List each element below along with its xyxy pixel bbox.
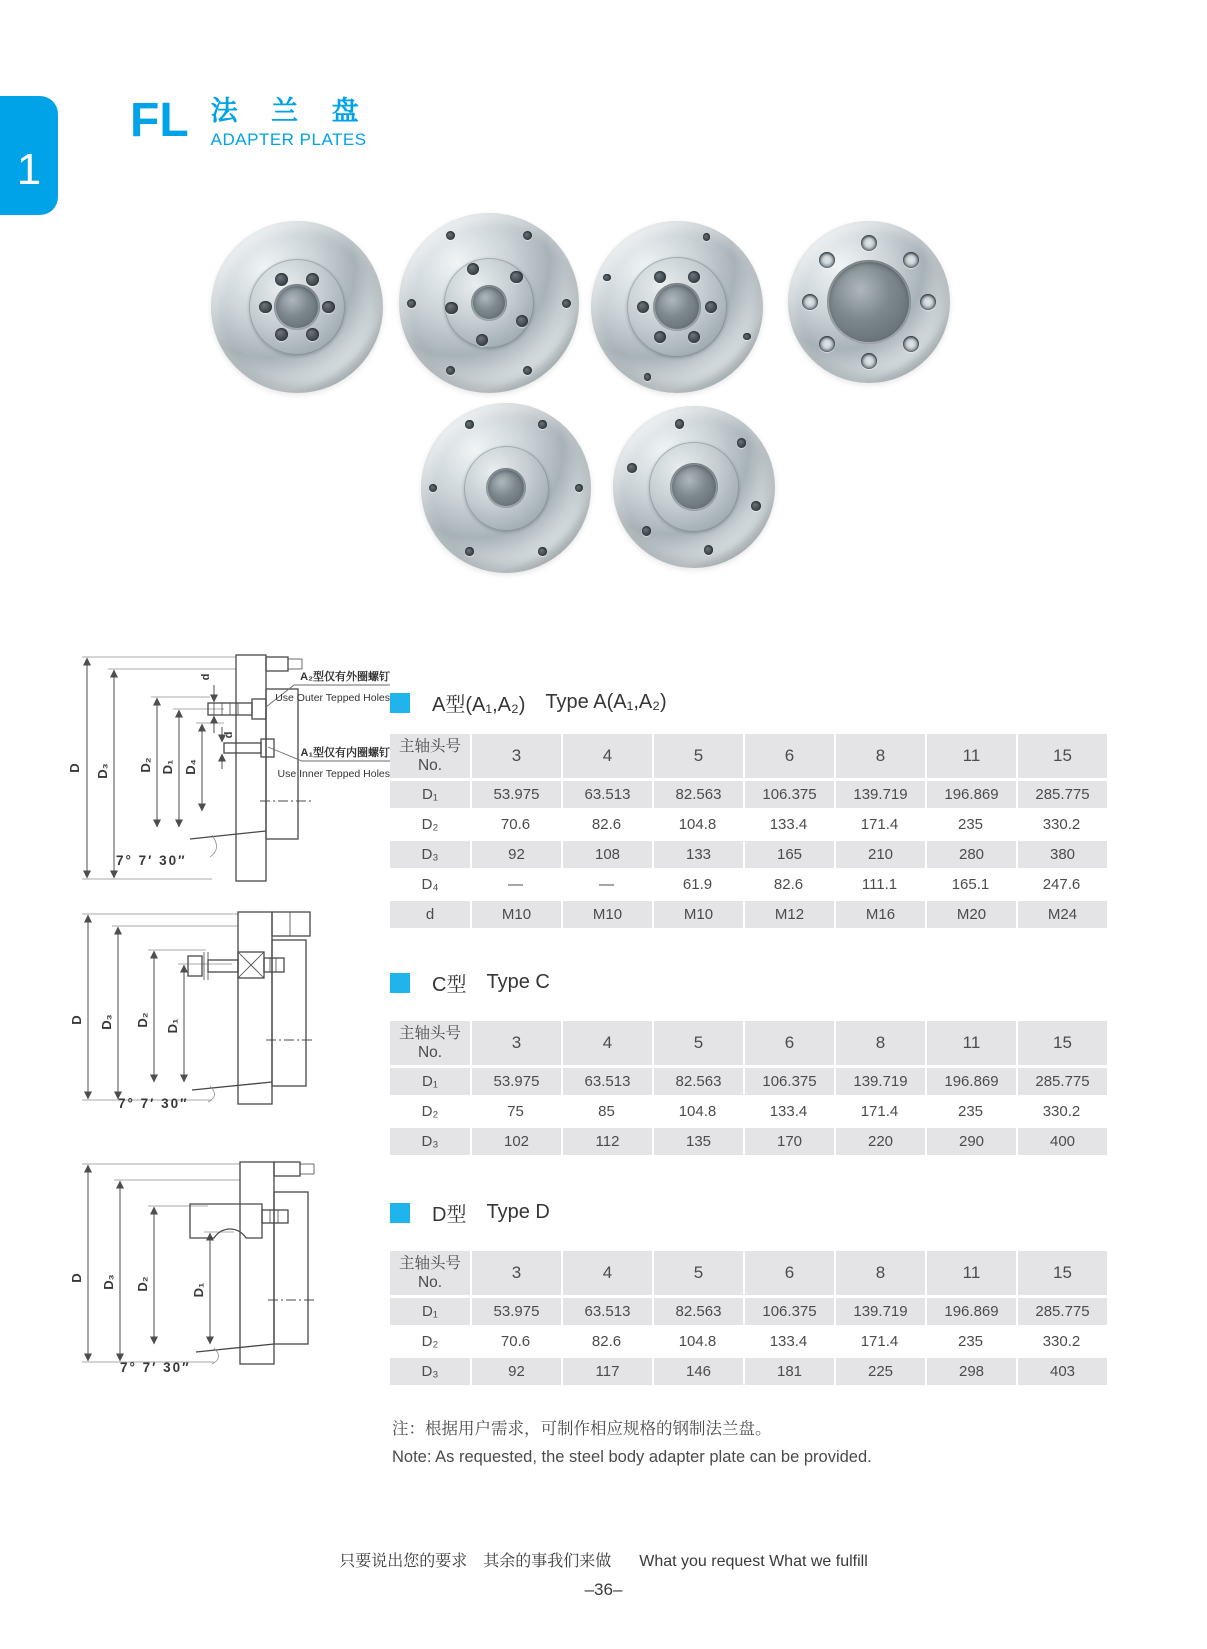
callout-outer-en: Use Outer Tepped Holes	[275, 692, 390, 704]
section-title-type-a	[390, 688, 667, 717]
table-cell: 196.869	[925, 781, 1016, 808]
column-header: 6	[743, 1251, 834, 1295]
table-cell: M10	[652, 901, 743, 928]
column-header: 6	[743, 1021, 834, 1065]
bolt-hole	[861, 235, 877, 251]
table-cell: 75	[470, 1098, 561, 1125]
section-bullet	[390, 693, 410, 713]
table-cell: 106.375	[743, 1298, 834, 1325]
column-header: 3	[470, 734, 561, 778]
callout-outer-zh: A₂型仅有外圈螺钉	[300, 671, 390, 683]
table-cell: 171.4	[834, 811, 925, 838]
table-cell: 82.6	[561, 811, 652, 838]
type-d-cross-section-drawing	[62, 1150, 392, 1378]
table-cell: 85	[561, 1098, 652, 1125]
bolt-hole	[603, 274, 611, 282]
bolt-hole	[275, 273, 288, 286]
table-row	[390, 1128, 1107, 1155]
table-row	[390, 841, 1107, 868]
column-header: 15	[1016, 1251, 1107, 1295]
bolt-hole	[743, 333, 751, 341]
table-cell: —	[470, 871, 561, 898]
section-title-type-c	[390, 968, 550, 997]
table-row	[390, 781, 1107, 808]
type-c-table	[390, 1018, 1107, 1158]
table-cell: 400	[1016, 1128, 1107, 1155]
footer-tagline-en: What you request What we fulfill	[639, 1553, 868, 1570]
spec-table	[390, 1018, 1107, 1158]
column-header: 8	[834, 1251, 925, 1295]
taper-angle-label: 7° 7′ 30″	[120, 1360, 191, 1375]
dim-label-D2: D₂	[135, 1276, 150, 1292]
row-label: D₄	[390, 871, 470, 898]
table-cell: 63.513	[561, 1298, 652, 1325]
spec-table	[390, 1248, 1107, 1388]
table-row	[390, 1098, 1107, 1125]
adapter-plate-photo-6	[613, 406, 775, 568]
bolt-hole	[538, 420, 547, 429]
dim-label-d-inner: d	[223, 731, 235, 739]
page-header	[130, 94, 372, 150]
type-a-table	[390, 731, 1107, 931]
table-cell: 63.513	[561, 781, 652, 808]
dim-label-D3: D₃	[99, 1014, 114, 1030]
table-cell: 181	[743, 1358, 834, 1385]
bolt-hole	[510, 271, 523, 284]
footer-tagline	[0, 1548, 1207, 1571]
table-cell: M10	[561, 901, 652, 928]
table-cell: 53.975	[470, 1298, 561, 1325]
dim-label-D: D	[69, 1273, 84, 1283]
spindle-head-no-header: 主轴头号 No.	[390, 1021, 470, 1065]
table-cell: 330.2	[1016, 811, 1107, 838]
adapter-plate-photo-2	[399, 213, 579, 393]
table-cell: 403	[1016, 1358, 1107, 1385]
bolt-hole	[704, 545, 714, 555]
callout-inner-zh: A₁型仅有内圈螺钉	[300, 747, 390, 759]
column-header: 8	[834, 734, 925, 778]
table-cell: 112	[561, 1128, 652, 1155]
bolt-hole	[575, 484, 584, 493]
table-cell: 70.6	[470, 1328, 561, 1355]
row-label: D₂	[390, 811, 470, 838]
table-cell: 61.9	[652, 871, 743, 898]
column-header: 4	[561, 1021, 652, 1065]
table-cell: 104.8	[652, 811, 743, 838]
dim-label-D2: D₂	[138, 757, 153, 773]
page-number: –36–	[584, 1580, 623, 1599]
table-cell: 165	[743, 841, 834, 868]
spindle-head-no-header: 主轴头号 No.	[390, 734, 470, 778]
bolt-hole	[703, 233, 711, 241]
callout-inner-en: Use Inner Tepped Holes	[277, 768, 390, 780]
spindle-head-no-header: 主轴头号 No.	[390, 1251, 470, 1295]
table-cell: 196.869	[925, 1298, 1016, 1325]
table-cell: 133.4	[743, 1328, 834, 1355]
table-cell: 133	[652, 841, 743, 868]
column-header: 4	[561, 1251, 652, 1295]
section-title-zh: A型(A₁,A₂)	[432, 694, 526, 716]
table-cell: 171.4	[834, 1098, 925, 1125]
row-label: D₃	[390, 1358, 470, 1385]
row-label: D₁	[390, 781, 470, 808]
column-header: 8	[834, 1021, 925, 1065]
bolt-hole	[465, 420, 474, 429]
spec-table	[390, 731, 1107, 931]
dim-label-D1: D₁	[165, 1018, 180, 1034]
table-row	[390, 1298, 1107, 1325]
dim-label-D1: D₁	[160, 759, 175, 775]
table-cell: M12	[743, 901, 834, 928]
table-cell: 170	[743, 1128, 834, 1155]
row-label: D₃	[390, 1128, 470, 1155]
bolt-hole	[523, 231, 532, 240]
section-title-en: Type C	[486, 971, 550, 993]
adapter-plate-photo-3	[591, 221, 763, 393]
row-label: D₂	[390, 1098, 470, 1125]
dim-label-D2: D₂	[135, 1012, 150, 1028]
bolt-hole	[465, 547, 474, 556]
row-label: d	[390, 901, 470, 928]
dim-label-D3: D₃	[95, 763, 110, 779]
bolt-hole	[654, 271, 666, 283]
adapter-plate-photo-1	[211, 221, 383, 393]
column-header: 11	[925, 734, 1016, 778]
chapter-number: 1	[16, 144, 42, 194]
table-cell: M24	[1016, 901, 1107, 928]
table-cell: 220	[834, 1128, 925, 1155]
table-cell: 139.719	[834, 781, 925, 808]
bolt-hole	[654, 331, 666, 343]
bolt-hole	[523, 366, 532, 375]
column-header: 5	[652, 734, 743, 778]
dimension-lines	[88, 915, 184, 1099]
bolt-hole	[920, 294, 936, 310]
table-cell: 82.6	[561, 1328, 652, 1355]
section-title-zh: D型	[432, 1204, 467, 1226]
plate-center-bore	[471, 285, 507, 321]
adapter-plate-photo-5	[421, 403, 591, 573]
bolt-hole	[903, 336, 919, 352]
bolt-hole	[562, 299, 571, 308]
table-cell: 82.563	[652, 781, 743, 808]
chapter-tab	[0, 96, 58, 215]
column-header: 6	[743, 734, 834, 778]
table-cell: 82.563	[652, 1068, 743, 1095]
table-cell: 146	[652, 1358, 743, 1385]
row-label: D₁	[390, 1068, 470, 1095]
table-cell: 92	[470, 841, 561, 868]
table-cell: 285.775	[1016, 781, 1107, 808]
table-cell: 104.8	[652, 1098, 743, 1125]
bolt-hole	[446, 231, 455, 240]
table-cell: 53.975	[470, 781, 561, 808]
table-row	[390, 871, 1107, 898]
section-title-en: Type A(A₁,A₂)	[545, 691, 667, 713]
table-cell: 165.1	[925, 871, 1016, 898]
column-header: 15	[1016, 734, 1107, 778]
section-title-type-d	[390, 1198, 550, 1227]
table-cell: 139.719	[834, 1068, 925, 1095]
bolt-hole	[819, 336, 835, 352]
bolt-hole	[445, 302, 458, 315]
table-cell: 106.375	[743, 1068, 834, 1095]
table-cell: 298	[925, 1358, 1016, 1385]
section-bullet	[390, 973, 410, 993]
table-cell: 133.4	[743, 1098, 834, 1125]
table-cell: —	[561, 871, 652, 898]
bolt-hole	[275, 328, 288, 341]
plate-center-bore	[827, 260, 911, 344]
dimension-lines	[88, 1165, 210, 1361]
adapter-plate-photo-4	[788, 221, 950, 383]
bolt-hole	[819, 252, 835, 268]
table-cell: 133.4	[743, 811, 834, 838]
section-title-zh: C型	[432, 974, 467, 996]
taper-angle-label: 7° 7′ 30″	[118, 1096, 189, 1111]
table-cell: M10	[470, 901, 561, 928]
table-row	[390, 1358, 1107, 1385]
dim-label-D: D	[69, 1015, 84, 1025]
bolt-hole	[644, 373, 652, 381]
note-zh: 注：根据用户需求，可制作相应规格的钢制法兰盘。	[392, 1420, 772, 1438]
table-cell: 380	[1016, 841, 1107, 868]
type-c-cross-section-drawing	[62, 900, 392, 1115]
column-header: 5	[652, 1251, 743, 1295]
column-header: 11	[925, 1021, 1016, 1065]
plate-center-bore	[274, 284, 320, 330]
bolt-hole	[429, 484, 438, 493]
bolt-hole	[802, 294, 818, 310]
table-cell: 135	[652, 1128, 743, 1155]
table-cell: 139.719	[834, 1298, 925, 1325]
row-label: D₁	[390, 1298, 470, 1325]
table-cell: 92	[470, 1358, 561, 1385]
extension-lines	[82, 1164, 240, 1362]
table-cell: 82.6	[743, 871, 834, 898]
table-cell: 117	[561, 1358, 652, 1385]
page-title-en: ADAPTER PLATES	[210, 129, 367, 149]
table-cell: 104.8	[652, 1328, 743, 1355]
bolt-hole	[737, 438, 747, 448]
taper-angle-label: 7° 7′ 30″	[116, 853, 187, 868]
table-cell: 330.2	[1016, 1328, 1107, 1355]
section-bullet	[390, 1203, 410, 1223]
bolt-hole	[675, 419, 685, 429]
table-cell: 102	[470, 1128, 561, 1155]
extension-lines	[82, 914, 238, 1100]
dim-label-D1: D₁	[191, 1282, 206, 1298]
table-cell: 290	[925, 1128, 1016, 1155]
section-title-en: Type D	[486, 1201, 550, 1223]
bolt-hole	[407, 299, 416, 308]
column-header: 3	[470, 1021, 561, 1065]
column-header: 11	[925, 1251, 1016, 1295]
bolt-hole	[467, 263, 480, 276]
bolt-hole	[446, 366, 455, 375]
table-cell: 82.563	[652, 1298, 743, 1325]
bolt-hole	[751, 501, 761, 511]
bolt-hole	[903, 252, 919, 268]
table-cell: 108	[561, 841, 652, 868]
flange-outline	[190, 1162, 316, 1364]
column-header: 5	[652, 1021, 743, 1065]
bolt-hole	[642, 526, 652, 536]
table-cell: 106.375	[743, 781, 834, 808]
product-code: FL	[130, 94, 189, 147]
table-row	[390, 901, 1107, 928]
table-cell: 285.775	[1016, 1068, 1107, 1095]
page-title-zh: 法 兰 盘	[210, 96, 372, 126]
table-cell: 171.4	[834, 1328, 925, 1355]
bolt-hole	[259, 301, 272, 314]
bolt-hole	[538, 547, 547, 556]
row-label: D₂	[390, 1328, 470, 1355]
footer-tagline-zh: 只要说出您的要求 其余的事我们来做	[339, 1553, 612, 1570]
table-cell: 235	[925, 811, 1016, 838]
type-a-cross-section-drawing	[62, 643, 392, 890]
dim-label-D: D	[67, 763, 82, 773]
bolt-hole	[627, 463, 637, 473]
column-header: 3	[470, 1251, 561, 1295]
table-cell: 235	[925, 1098, 1016, 1125]
table-cell: 63.513	[561, 1068, 652, 1095]
table-cell: 225	[834, 1358, 925, 1385]
table-cell: 285.775	[1016, 1298, 1107, 1325]
table-cell: 235	[925, 1328, 1016, 1355]
dim-label-D4: D₄	[183, 759, 198, 775]
bolt-hole	[688, 331, 700, 343]
table-row	[390, 811, 1107, 838]
table-cell: M16	[834, 901, 925, 928]
table-cell: 111.1	[834, 871, 925, 898]
table-cell: 210	[834, 841, 925, 868]
column-header: 15	[1016, 1021, 1107, 1065]
table-cell: 196.869	[925, 1068, 1016, 1095]
type-d-table	[390, 1248, 1107, 1388]
table-cell: M20	[925, 901, 1016, 928]
bolt-hole	[637, 301, 649, 313]
table-row	[390, 1328, 1107, 1355]
note-en: Note: As requested, the steel body adapter plate can be provided.	[392, 1448, 872, 1466]
plate-center-bore	[653, 283, 701, 331]
bolt-hole	[861, 353, 877, 369]
table-cell: 247.6	[1016, 871, 1107, 898]
dim-label-d-outer: d	[200, 673, 212, 681]
table-cell: 330.2	[1016, 1098, 1107, 1125]
column-header: 4	[561, 734, 652, 778]
row-label: D₃	[390, 841, 470, 868]
title-block	[211, 97, 372, 150]
flange-outline	[188, 912, 314, 1104]
table-cell: 280	[925, 841, 1016, 868]
table-cell: 53.975	[470, 1068, 561, 1095]
table-cell: 70.6	[470, 811, 561, 838]
dim-label-D3: D₃	[101, 1274, 116, 1290]
table-row	[390, 1068, 1107, 1095]
